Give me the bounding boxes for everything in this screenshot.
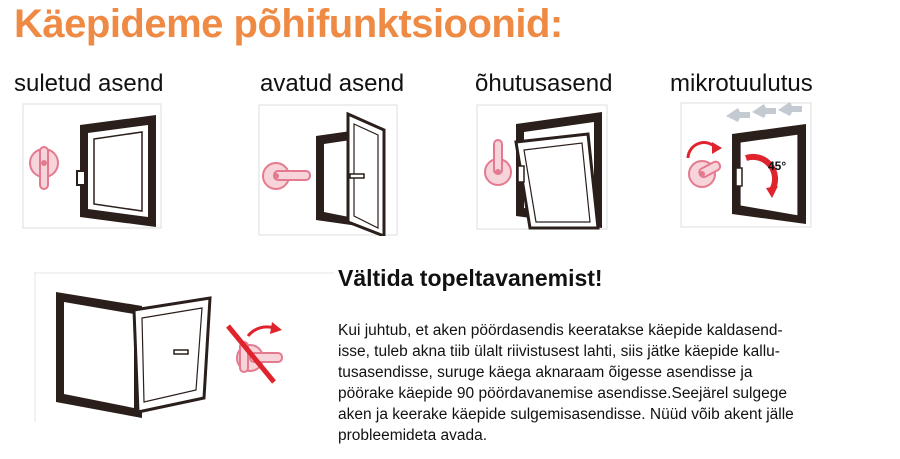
window-handle bbox=[518, 166, 524, 182]
angle-label: 45° bbox=[768, 159, 787, 173]
open-window-icon bbox=[258, 104, 398, 236]
window-handle bbox=[174, 350, 188, 354]
warning-paragraph bbox=[338, 320, 858, 446]
window-glass bbox=[142, 308, 202, 402]
warning-heading: Vältida topeltavanemist! bbox=[338, 265, 603, 291]
warning-line: aken ja keerake käepide sulgemisasendisse. Nüüd võib akent jälle bbox=[338, 406, 794, 423]
label-open-position: avatud asend bbox=[260, 70, 405, 97]
window-opening bbox=[64, 302, 134, 408]
prohibited-handle-icon bbox=[228, 322, 282, 382]
warning-line: pöörake käepide 90 pöördavanemise asendisse.Seejärel sulgege bbox=[338, 385, 787, 402]
warning-line: isse, tuleb akna tiib ülalt riivistusest lahti, siis jätke käepide kallu- bbox=[338, 343, 780, 360]
warning-line: Kui juhtub, et aken pöördasendis keeratakse käepide kaldasend- bbox=[338, 322, 783, 339]
label-tilt-position: õhutusasend bbox=[475, 70, 613, 97]
label-micro-ventilation: mikrotuulutus bbox=[670, 70, 813, 97]
window-handle bbox=[736, 168, 742, 186]
warning-line: probleemideta avada. bbox=[338, 427, 488, 444]
window-glass bbox=[94, 132, 142, 211]
label-closed-position: suletud asend bbox=[14, 70, 164, 97]
window-glass bbox=[740, 134, 798, 216]
window-handle bbox=[350, 174, 364, 178]
tilt-window-icon bbox=[476, 104, 608, 230]
window-glass bbox=[524, 143, 590, 222]
double-opening-illustration bbox=[34, 272, 340, 424]
micro-ventilation-icon bbox=[680, 102, 812, 228]
window-handle bbox=[77, 171, 85, 185]
closed-window-icon bbox=[22, 103, 162, 229]
page-title: Käepideme põhifunktsioonid: bbox=[14, 2, 563, 46]
warning-line: tusasendisse, suruge käega aknaraam õigesse asendisse ja bbox=[338, 364, 753, 381]
